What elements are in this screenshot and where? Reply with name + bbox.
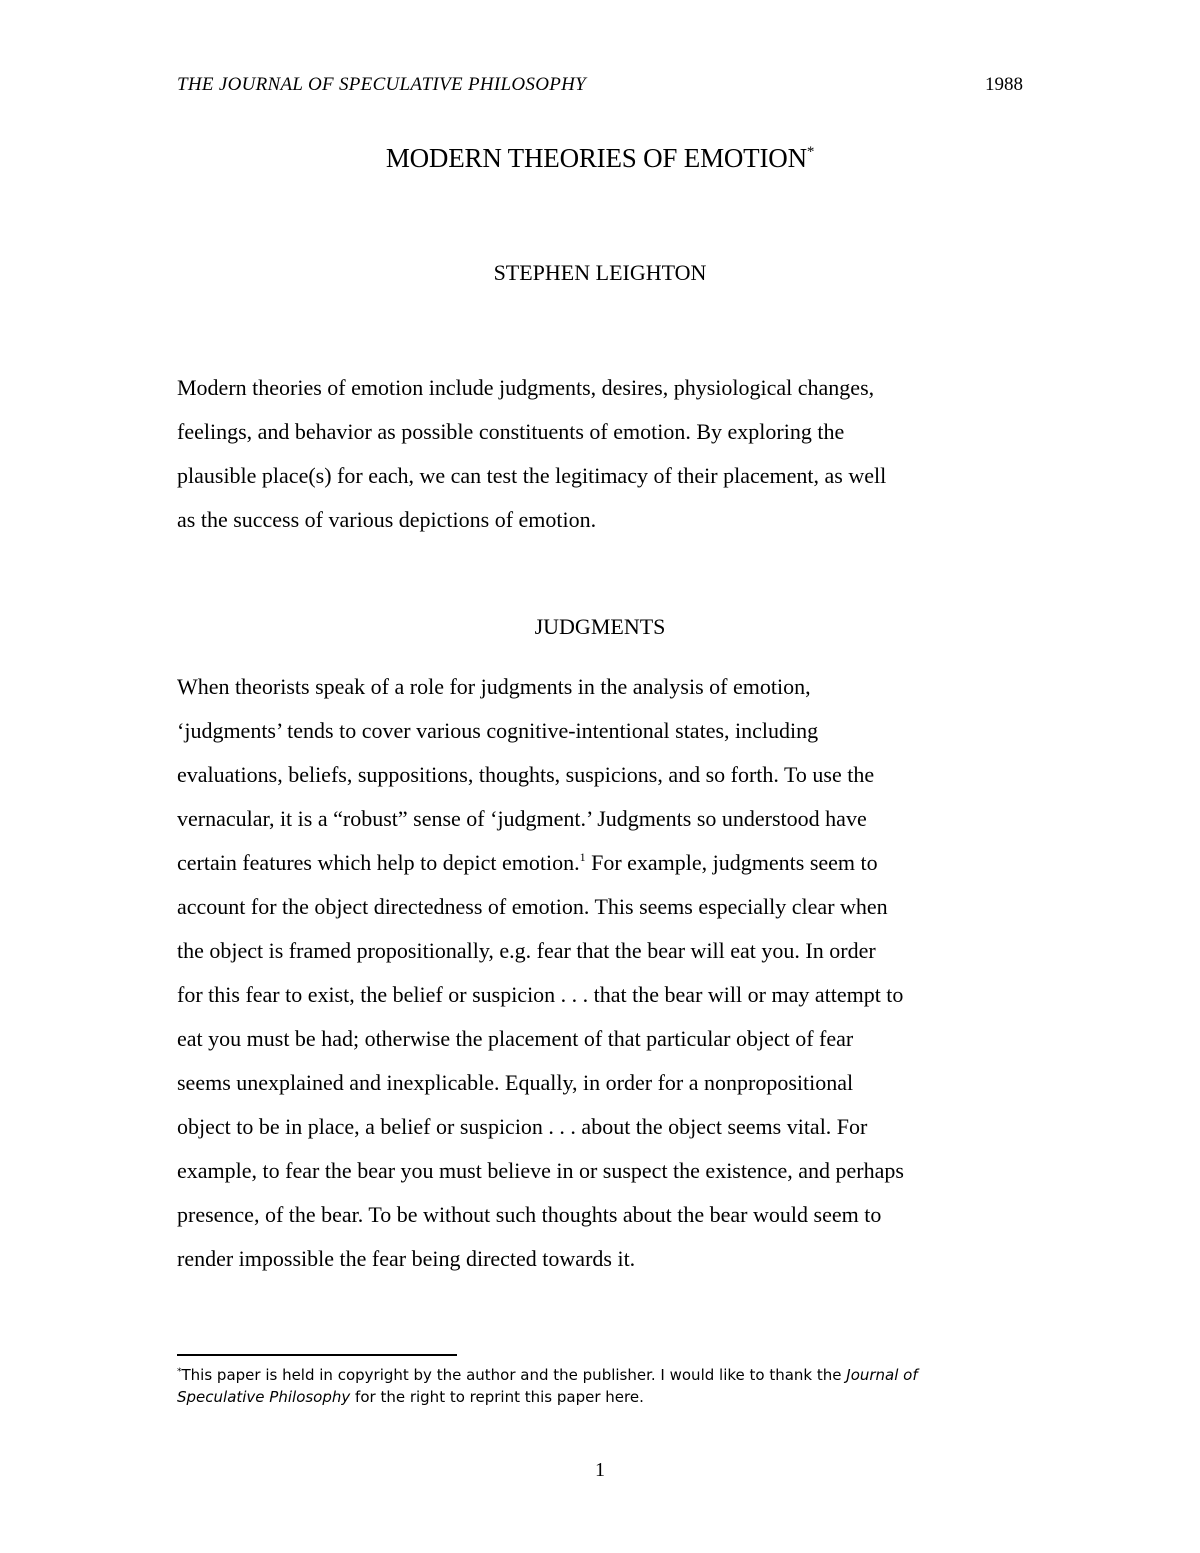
title-footnote-mark[interactable]: * — [806, 144, 815, 160]
footnote-journal-title-part-1: Journal of — [846, 1366, 918, 1384]
running-head — [177, 72, 1023, 102]
body-line: account for the object directedness of emotion. This seems especially clear when — [177, 894, 888, 919]
author-name: STEPHEN LEIGHTON — [493, 260, 707, 285]
footnote-text-continued: for the right to reprint this paper here. — [350, 1388, 644, 1406]
body-line: presence, of the bear. To be without such thoughts about the bear would seem to — [177, 1202, 882, 1227]
body-line: for this fear to exist, the belief or suspicion . . . that the bear will or may attempt to — [177, 982, 904, 1007]
abstract-line: plausible place(s) for each, we can test the legitimacy of their placement, as well — [177, 463, 887, 488]
section-heading-judgments: JUDGMENTS — [534, 614, 666, 639]
footnote — [177, 1364, 1027, 1408]
body-line: seems unexplained and inexplicable. Equally, in order for a nonpropositional — [177, 1070, 854, 1095]
body-line: When theorists speak of a role for judgments in the analysis of emotion, — [177, 674, 811, 699]
body-line: ‘judgments’ tends to cover various cognitive-intentional states, including — [177, 718, 819, 743]
footnote-text: This paper is held in copyright by the author and the publisher. I would like to thank the — [181, 1366, 847, 1384]
abstract-paragraph — [177, 366, 1027, 542]
body-line: evaluations, beliefs, suppositions, thoughts, suspicions, and so forth. To use the — [177, 762, 875, 787]
body-line-text-continued: For example, judgments seem to — [585, 850, 878, 875]
footnote-journal-title-part-2: Speculative Philosophy — [177, 1388, 351, 1406]
abstract-line: Modern theories of emotion include judgments, desires, physiological changes, — [177, 375, 875, 400]
body-line-text: certain features which help to depict emotion. — [177, 850, 580, 875]
abstract-line: feelings, and behavior as possible constituents of emotion. By exploring the — [177, 419, 845, 444]
abstract-line: as the success of various depictions of emotion. — [177, 507, 597, 532]
footnote-reference-1[interactable]: 1 — [579, 850, 586, 864]
article-title — [0, 140, 1200, 176]
body-line: object to be in place, a belief or suspicion . . . about the object seems vital. For — [177, 1114, 868, 1139]
body-line: the object is framed propositionally, e.g. fear that the bear will eat you. In order — [177, 938, 876, 963]
article-title-text: MODERN THEORIES OF EMOTION — [385, 143, 807, 173]
body-line: render impossible the fear being directed towards it. — [177, 1246, 636, 1271]
body-paragraph — [177, 665, 1027, 1281]
footnote-divider — [177, 1354, 457, 1356]
page-number: 1 — [595, 1459, 605, 1481]
journal-name: THE JOURNAL OF SPECULATIVE PHILOSOPHY — [177, 74, 587, 95]
body-line: eat you must be had; otherwise the placement of that particular object of fear — [177, 1026, 854, 1051]
footnote-mark: * — [177, 1367, 182, 1377]
body-line: vernacular, it is a “robust” sense of ‘judgment.’ Judgments so understood have — [177, 806, 867, 831]
publication-year: 1988 — [985, 74, 1023, 95]
body-line: example, to fear the bear you must believe in or suspect the existence, and perhaps — [177, 1158, 904, 1183]
body-line-with-footnote — [177, 841, 1027, 885]
